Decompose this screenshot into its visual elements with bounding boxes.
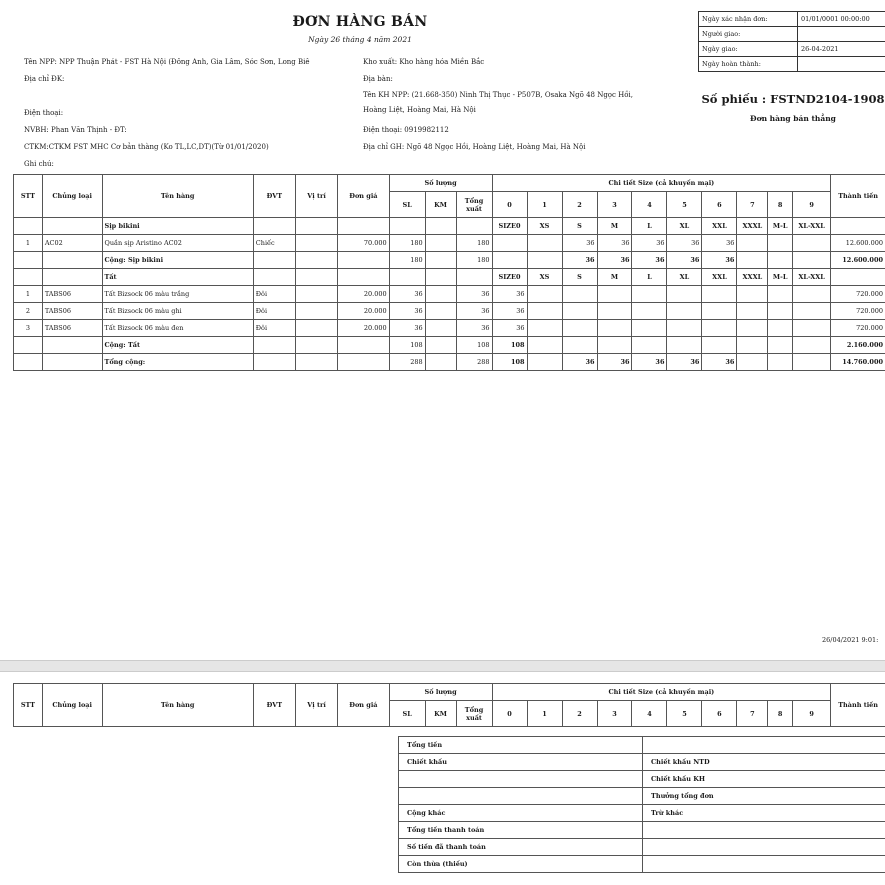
delivery-address: Địa chỉ GH: Ngõ 48 Ngọc Hồi, Hoàng Liệt, Hoàng Mai, Hà Nội xyxy=(363,143,586,151)
row-total-out: 36 xyxy=(456,320,492,337)
header-unit-price: Đơn giá xyxy=(338,684,389,727)
table-row xyxy=(14,218,885,235)
row-location xyxy=(295,320,337,337)
row-size-qty: 36 xyxy=(702,252,737,269)
row-category: TABS06 xyxy=(42,303,102,320)
row-amount: 14.760.000 xyxy=(831,354,885,371)
row-unit: Đôi xyxy=(253,320,295,337)
row-size-qty: 36 xyxy=(702,354,737,371)
row-location xyxy=(295,252,337,269)
row-sl: 180 xyxy=(389,235,425,252)
summary-row xyxy=(399,856,885,873)
row-unit: Đôi xyxy=(253,303,295,320)
registered-address: Địa chỉ ĐK: xyxy=(24,75,65,83)
row-stt: 1 xyxy=(14,235,43,252)
row-size-qty xyxy=(737,235,768,252)
row-size-qty: 36 xyxy=(562,252,597,269)
info-row xyxy=(699,12,885,27)
payment-summary xyxy=(398,736,885,873)
header-product-name: Tên hàng xyxy=(102,684,253,727)
header-unit-price: Đơn giá xyxy=(338,175,389,218)
info-box xyxy=(698,11,885,72)
header-sl: SL xyxy=(389,701,425,727)
row-unit: Đôi xyxy=(253,286,295,303)
header-stt: STT xyxy=(14,684,43,727)
info-value xyxy=(798,57,885,72)
row-category: TABS06 xyxy=(42,286,102,303)
row-amount: 12.600.000 xyxy=(831,252,885,269)
row-size-qty xyxy=(632,337,667,354)
order-table-page2 xyxy=(13,683,885,727)
row-size-qty: 36 xyxy=(492,320,527,337)
header-size: 7 xyxy=(737,192,768,218)
header-size: 8 xyxy=(768,192,793,218)
row-unit-price xyxy=(338,269,389,286)
row-size-qty: SIZE0 xyxy=(492,218,527,235)
row-size-qty xyxy=(597,320,632,337)
summary-sublabel xyxy=(643,856,885,873)
row-size-qty: 108 xyxy=(492,354,527,371)
note-label: Ghi chú: xyxy=(24,160,54,168)
row-size-qty xyxy=(737,320,768,337)
row-location xyxy=(295,218,337,235)
row-size-qty: M xyxy=(597,269,632,286)
header-total-out: Tổng xuất xyxy=(456,701,492,727)
row-size-qty xyxy=(793,320,831,337)
row-size-qty xyxy=(667,303,702,320)
summary-row xyxy=(399,805,885,822)
row-size-qty xyxy=(492,235,527,252)
row-stt xyxy=(14,252,43,269)
row-km xyxy=(425,320,456,337)
row-stt xyxy=(14,337,43,354)
row-total-out: 180 xyxy=(456,252,492,269)
table-row xyxy=(14,269,885,286)
row-product-name: Quần sịp Aristino AC02 xyxy=(102,235,253,252)
table-row xyxy=(14,354,885,371)
row-size-qty xyxy=(667,337,702,354)
distributor-phone: Điện thoại: xyxy=(24,109,64,117)
row-location xyxy=(295,235,337,252)
summary-label: Còn thừa (thiếu) xyxy=(399,856,643,873)
header-size: 3 xyxy=(597,192,632,218)
summary-label: Tổng tiền xyxy=(399,737,643,754)
row-unit: Chiếc xyxy=(253,235,295,252)
summary-row xyxy=(399,754,885,771)
page-separator xyxy=(0,660,885,672)
row-category xyxy=(42,269,102,286)
row-unit-price: 70.000 xyxy=(338,235,389,252)
row-km xyxy=(425,252,456,269)
info-value: 01/01/0001 00:00:00 xyxy=(798,12,885,27)
row-size-qty xyxy=(562,303,597,320)
row-size-qty xyxy=(768,303,793,320)
row-size-qty: S xyxy=(562,218,597,235)
row-size-qty: M-L xyxy=(768,218,793,235)
row-sl xyxy=(389,269,425,286)
row-unit xyxy=(253,337,295,354)
row-stt: 3 xyxy=(14,320,43,337)
page-title: ĐƠN HÀNG BÁN xyxy=(292,14,428,30)
row-sl: 36 xyxy=(389,320,425,337)
table-header-row xyxy=(14,175,885,192)
header-size: 2 xyxy=(562,192,597,218)
row-category xyxy=(42,252,102,269)
row-km xyxy=(425,269,456,286)
row-km xyxy=(425,337,456,354)
row-size-qty: XXXL xyxy=(737,269,768,286)
info-label: Ngày xác nhận đơn: xyxy=(699,12,798,27)
header-location: Vị trí xyxy=(295,684,337,727)
header-km: KM xyxy=(425,701,456,727)
row-unit-price: 20.000 xyxy=(338,303,389,320)
table-row xyxy=(14,303,885,320)
row-size-qty xyxy=(702,286,737,303)
row-total-out: 36 xyxy=(456,286,492,303)
row-stt xyxy=(14,269,43,286)
row-size-qty xyxy=(632,303,667,320)
row-size-qty xyxy=(737,354,768,371)
row-km xyxy=(425,354,456,371)
order-table xyxy=(13,174,885,371)
summary-row xyxy=(399,822,885,839)
summary-sublabel: Trừ khác xyxy=(643,805,885,822)
customer-phone: Điện thoại: 0919982112 xyxy=(363,126,449,134)
row-size-qty xyxy=(768,252,793,269)
header-size: 9 xyxy=(793,192,831,218)
promotion-program: CTKM:CTKM FST MHC Cơ bản thàng (Ko TL,LC,DT)(Từ 01/01/2020) xyxy=(24,143,269,151)
row-sl: 180 xyxy=(389,252,425,269)
row-unit-price xyxy=(338,354,389,371)
summary-sublabel: Chiết khấu KH xyxy=(643,771,885,788)
table-header-row xyxy=(14,684,885,701)
row-size-qty: XL-XXL xyxy=(793,218,831,235)
row-size-qty xyxy=(527,354,562,371)
row-product-name: Cộng: Sịp bikini xyxy=(102,252,253,269)
header-total-out: Tổng xuất xyxy=(456,192,492,218)
row-km xyxy=(425,235,456,252)
summary-label: Số tiền đã thanh toán xyxy=(399,839,643,856)
summary-row xyxy=(399,737,885,754)
row-amount xyxy=(831,218,885,235)
header-unit: ĐVT xyxy=(253,684,295,727)
row-amount: 12.600.000 xyxy=(831,235,885,252)
row-amount: 2.160.000 xyxy=(831,337,885,354)
row-size-qty: XS xyxy=(527,218,562,235)
info-value xyxy=(798,27,885,42)
row-product-name: Tổng cộng: xyxy=(102,354,253,371)
row-size-qty: 36 xyxy=(597,252,632,269)
row-size-qty xyxy=(562,337,597,354)
table-row xyxy=(14,252,885,269)
row-size-qty xyxy=(527,337,562,354)
row-size-qty xyxy=(492,252,527,269)
header-quantity: Số lượng xyxy=(389,684,492,701)
info-row xyxy=(699,42,885,57)
row-size-qty xyxy=(597,303,632,320)
row-size-qty: XS xyxy=(527,269,562,286)
row-size-qty xyxy=(768,235,793,252)
row-size-qty xyxy=(737,303,768,320)
row-size-qty: XL xyxy=(667,218,702,235)
row-size-qty: XL-XXL xyxy=(793,269,831,286)
row-size-qty xyxy=(702,337,737,354)
summary-label xyxy=(399,788,643,805)
row-size-qty: XXXL xyxy=(737,218,768,235)
row-size-qty xyxy=(768,354,793,371)
area: Địa bàn: xyxy=(363,75,393,83)
row-size-qty xyxy=(793,286,831,303)
row-size-qty xyxy=(793,354,831,371)
row-size-qty xyxy=(562,286,597,303)
header-size: 5 xyxy=(667,192,702,218)
row-km xyxy=(425,286,456,303)
row-size-qty: 36 xyxy=(597,235,632,252)
row-size-qty: 36 xyxy=(492,286,527,303)
row-total-out xyxy=(456,218,492,235)
header-size-detail: Chi tiết Size (cả khuyến mại) xyxy=(492,175,831,192)
row-location xyxy=(295,269,337,286)
row-size-qty: S xyxy=(562,269,597,286)
header-size: 4 xyxy=(632,192,667,218)
row-km xyxy=(425,218,456,235)
header-size: 2 xyxy=(562,701,597,727)
header-unit: ĐVT xyxy=(253,175,295,218)
document-number: Số phiếu : FSTND2104-1908 xyxy=(701,92,885,106)
summary-label: Cộng khác xyxy=(399,805,643,822)
row-amount xyxy=(831,269,885,286)
header-sl: SL xyxy=(389,192,425,218)
row-km xyxy=(425,303,456,320)
header-size: 7 xyxy=(737,701,768,727)
table-row xyxy=(14,337,885,354)
row-total-out: 180 xyxy=(456,235,492,252)
summary-sublabel xyxy=(643,822,885,839)
row-size-qty xyxy=(527,303,562,320)
row-amount: 720.000 xyxy=(831,303,885,320)
order-date: Ngày 26 tháng 4 năm 2021 xyxy=(308,35,412,44)
row-product-name: Tất Bizsock 06 màu trắng xyxy=(102,286,253,303)
row-size-qty: 108 xyxy=(492,337,527,354)
summary-row xyxy=(399,788,885,805)
row-stt: 1 xyxy=(14,286,43,303)
row-sl: 108 xyxy=(389,337,425,354)
summary-label: Chiết khấu xyxy=(399,754,643,771)
row-size-qty xyxy=(737,286,768,303)
row-size-qty: 36 xyxy=(597,354,632,371)
row-product-name: Tất Bizsock 06 màu đen xyxy=(102,320,253,337)
info-label: Ngày giao: xyxy=(699,42,798,57)
row-size-qty: M xyxy=(597,218,632,235)
row-size-qty: L xyxy=(632,269,667,286)
row-sl: 36 xyxy=(389,286,425,303)
header-size: 6 xyxy=(702,701,737,727)
header-product-name: Tên hàng xyxy=(102,175,253,218)
header-size: 3 xyxy=(597,701,632,727)
row-location xyxy=(295,286,337,303)
header-stt: STT xyxy=(14,175,43,218)
row-unit-price: 20.000 xyxy=(338,286,389,303)
summary-sublabel xyxy=(643,737,885,754)
header-size: 0 xyxy=(492,701,527,727)
summary-label xyxy=(399,771,643,788)
row-size-qty xyxy=(527,286,562,303)
row-size-qty xyxy=(667,286,702,303)
row-unit xyxy=(253,269,295,286)
row-unit xyxy=(253,218,295,235)
row-size-qty xyxy=(793,235,831,252)
row-size-qty xyxy=(768,286,793,303)
summary-label: Tổng tiền thanh toán xyxy=(399,822,643,839)
info-row xyxy=(699,57,885,72)
row-size-qty xyxy=(768,320,793,337)
header-category: Chủng loại xyxy=(42,684,102,727)
header-size: 6 xyxy=(702,192,737,218)
row-sl: 288 xyxy=(389,354,425,371)
row-product-name: Cộng: Tất xyxy=(102,337,253,354)
row-size-qty: XXL xyxy=(702,269,737,286)
row-category: AC02 xyxy=(42,235,102,252)
summary-sublabel: Thưởng tổng đơn xyxy=(643,788,885,805)
row-size-qty: 36 xyxy=(667,235,702,252)
row-size-qty: 36 xyxy=(667,252,702,269)
row-size-qty: M-L xyxy=(768,269,793,286)
header-size: 1 xyxy=(527,701,562,727)
row-size-qty xyxy=(597,337,632,354)
row-size-qty: 36 xyxy=(492,303,527,320)
header-amount: Thành tiền xyxy=(831,175,885,218)
row-stt: 2 xyxy=(14,303,43,320)
info-label: Người giao: xyxy=(699,27,798,42)
row-location xyxy=(295,337,337,354)
row-location xyxy=(295,303,337,320)
row-total-out xyxy=(456,269,492,286)
row-size-qty: 36 xyxy=(702,235,737,252)
row-size-qty: XL xyxy=(667,269,702,286)
row-size-qty xyxy=(632,286,667,303)
row-stt xyxy=(14,354,43,371)
header-category: Chủng loại xyxy=(42,175,102,218)
row-size-qty: SIZE0 xyxy=(492,269,527,286)
row-size-qty xyxy=(527,320,562,337)
row-size-qty: 36 xyxy=(667,354,702,371)
summary-row xyxy=(399,771,885,788)
row-size-qty: 36 xyxy=(632,354,667,371)
row-unit xyxy=(253,252,295,269)
row-size-qty xyxy=(737,252,768,269)
row-size-qty xyxy=(768,337,793,354)
row-product-name: Tất xyxy=(102,269,253,286)
row-size-qty xyxy=(667,320,702,337)
row-size-qty xyxy=(793,337,831,354)
row-unit xyxy=(253,354,295,371)
header-km: KM xyxy=(425,192,456,218)
row-unit-price: 20.000 xyxy=(338,320,389,337)
row-size-qty xyxy=(702,320,737,337)
warehouse: Kho xuất: Kho hàng hóa Miền Bắc xyxy=(363,58,485,66)
row-size-qty: 36 xyxy=(632,235,667,252)
row-size-qty xyxy=(793,252,831,269)
row-unit-price xyxy=(338,337,389,354)
header-quantity: Số lượng xyxy=(389,175,492,192)
row-size-qty: 36 xyxy=(632,252,667,269)
summary-sublabel xyxy=(643,839,885,856)
row-sl: 36 xyxy=(389,303,425,320)
row-category xyxy=(42,218,102,235)
row-amount: 720.000 xyxy=(831,286,885,303)
table-row xyxy=(14,286,885,303)
row-size-qty: 36 xyxy=(562,235,597,252)
row-product-name: Sịp bikini xyxy=(102,218,253,235)
header-size: 5 xyxy=(667,701,702,727)
header-size: 4 xyxy=(632,701,667,727)
row-total-out: 108 xyxy=(456,337,492,354)
header-size-detail: Chi tiết Size (cả khuyến mại) xyxy=(492,684,831,701)
row-size-qty xyxy=(737,337,768,354)
row-amount: 720.000 xyxy=(831,320,885,337)
print-timestamp: 26/04/2021 9:01: xyxy=(822,636,879,644)
customer-address: Hoàng Liệt, Hoàng Mai, Hà Nội xyxy=(363,106,476,114)
customer-name: Tên KH NPP: (21.668-350) Ninh Thị Thục - P507B, Osaka Ngõ 48 Ngọc Hồi, xyxy=(363,91,634,99)
header-size: 1 xyxy=(527,192,562,218)
row-size-qty xyxy=(527,252,562,269)
info-label: Ngày hoàn thành: xyxy=(699,57,798,72)
table-row xyxy=(14,235,885,252)
row-size-qty xyxy=(632,320,667,337)
header-size: 8 xyxy=(768,701,793,727)
row-total-out: 288 xyxy=(456,354,492,371)
row-total-out: 36 xyxy=(456,303,492,320)
header-size: 0 xyxy=(492,192,527,218)
summary-sublabel: Chiết khấu NTD xyxy=(643,754,885,771)
row-size-qty xyxy=(527,235,562,252)
row-size-qty xyxy=(793,303,831,320)
row-size-qty xyxy=(597,286,632,303)
row-unit-price xyxy=(338,218,389,235)
row-size-qty xyxy=(562,320,597,337)
row-size-qty xyxy=(702,303,737,320)
row-category xyxy=(42,337,102,354)
row-sl xyxy=(389,218,425,235)
header-amount: Thành tiền xyxy=(831,684,885,727)
summary-row xyxy=(399,839,885,856)
row-size-qty: XXL xyxy=(702,218,737,235)
row-product-name: Tất Bizsock 06 màu ghi xyxy=(102,303,253,320)
sales-staff: NVBH: Phan Văn Thịnh - ĐT: xyxy=(24,126,127,134)
document-type: Đơn hàng bán thẳng xyxy=(750,114,836,123)
info-row xyxy=(699,27,885,42)
row-stt xyxy=(14,218,43,235)
table-row xyxy=(14,320,885,337)
header-size: 9 xyxy=(793,701,831,727)
row-unit-price xyxy=(338,252,389,269)
row-size-qty: 36 xyxy=(562,354,597,371)
header-location: Vị trí xyxy=(295,175,337,218)
row-location xyxy=(295,354,337,371)
info-value: 26-04-2021 xyxy=(798,42,885,57)
row-category: TABS06 xyxy=(42,320,102,337)
row-size-qty: L xyxy=(632,218,667,235)
distributor-name: Tên NPP: NPP Thuận Phát - FST Hà Nội (Đông Anh, Gia Lâm, Sóc Sơn, Long Biê xyxy=(24,58,310,66)
row-category xyxy=(42,354,102,371)
